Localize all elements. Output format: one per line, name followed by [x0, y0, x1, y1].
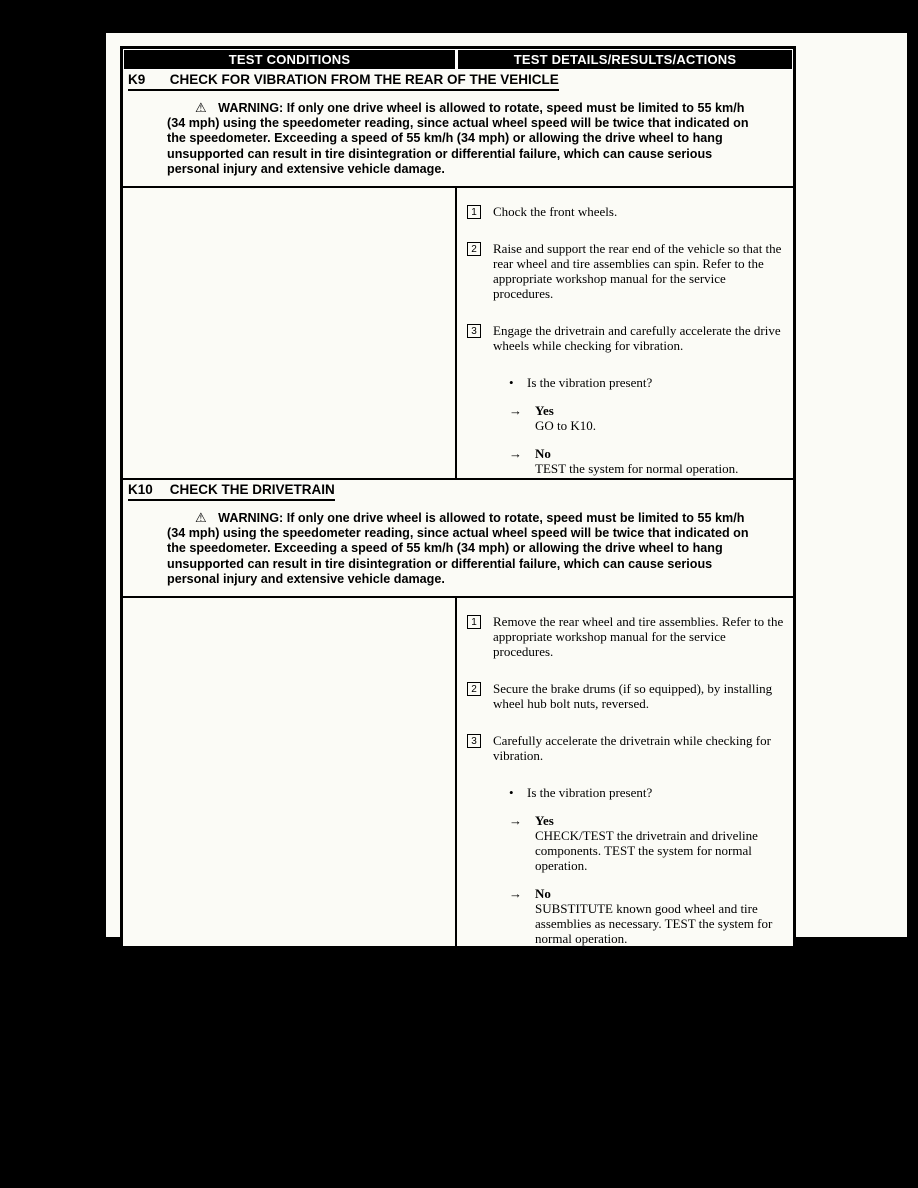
step-text: Engage the drivetrain and carefully accelerate the drive wheels while checking for vibration. [493, 323, 781, 354]
test-step [465, 733, 787, 763]
test-step [465, 241, 787, 301]
section-id: K10 [128, 482, 153, 498]
result-label: Yes [535, 813, 554, 829]
result-yes [509, 403, 787, 433]
step-number-box: 1 [467, 205, 481, 219]
result-action: CHECK/TEST the drivetrain and driveline components. TEST the system for normal operation. [535, 828, 758, 874]
result-label: Yes [535, 403, 554, 419]
section-id: K9 [128, 72, 146, 87]
result-action: GO to K10. [535, 418, 597, 434]
test-step [465, 614, 787, 659]
test-step [465, 323, 787, 353]
column-header-test-details: TEST DETAILS/RESULTS/ACTIONS [457, 49, 793, 70]
result-no [509, 886, 787, 946]
warning-block-k9 [123, 92, 793, 188]
arrow-icon: → [509, 403, 522, 419]
step-text: Carefully accelerate the drivetrain while checking for vibration. [493, 733, 771, 764]
section-title-underline [128, 482, 335, 501]
question-text: Is the vibration present? [527, 375, 653, 391]
step-number-box: 3 [467, 734, 481, 748]
table-header-row [123, 49, 793, 70]
warning-icon: ⚠ [195, 100, 207, 115]
step-number-box: 1 [467, 615, 481, 629]
section-title-underline [128, 72, 559, 91]
test-step [465, 204, 787, 219]
step-number-box: 2 [467, 682, 481, 696]
step-text: Raise and support the rear end of the vehicle so that the rear wheel and tire assemblies can spin. Refer to the appropriate workshop manual for the service procedures. [493, 241, 782, 302]
section-title: CHECK FOR VIBRATION FROM THE REAR OF THE VEHICLE [169, 72, 559, 87]
arrow-icon: → [509, 813, 522, 829]
section-title-row-k10 [123, 480, 793, 502]
test-question [509, 375, 787, 390]
step-number-box: 3 [467, 324, 481, 338]
column-header-test-conditions: TEST CONDITIONS [123, 49, 457, 70]
test-step [465, 681, 787, 711]
bullet-icon: • [509, 785, 514, 801]
test-body-row-k10 [123, 598, 793, 946]
test-question [509, 785, 787, 800]
warning-block-k10 [123, 502, 793, 598]
result-yes [509, 813, 787, 873]
result-no [509, 446, 787, 476]
step-text: Chock the front wheels. [493, 204, 618, 220]
arrow-icon: → [509, 446, 522, 462]
pinpoint-test-table [120, 46, 796, 949]
document-page [106, 33, 907, 947]
section-title: CHECK THE DRIVETRAIN [169, 482, 335, 498]
test-details-cell [457, 188, 793, 478]
step-text: Remove the rear wheel and tire assemblies. Refer to the appropriate workshop manual for the service procedures. [493, 614, 784, 660]
question-text: Is the vibration present? [527, 785, 653, 801]
test-body-row-k9 [123, 188, 793, 480]
result-action: SUBSTITUTE known good wheel and tire assemblies as necessary. TEST the system for normal operation. [535, 901, 773, 947]
test-details-cell [457, 598, 793, 946]
test-conditions-cell [123, 598, 457, 946]
warning-text: WARNING: If only one drive wheel is allowed to rotate, speed must be limited to 55 km/h (34 mph) using the speedometer reading, since actual wheel speed will be twice that indicated on the speedometer. Exceeding a speed of 55 km/h (34 mph) or allowing the drive wheel to hang unsupported can result in tire disintegration or differential failure, which can cause serious personal injury and extensive vehicle damage. [167, 511, 749, 586]
result-label: No [535, 446, 551, 462]
warning-text: WARNING: If only one drive wheel is allowed to rotate, speed must be limited to 55 km/h (34 mph) using the speedometer reading, since actual wheel speed will be twice that indicated on the speedometer. Exceeding a speed of 55 km/h (34 mph) or allowing the drive wheel to hang unsupported can result in tire disintegration or differential failure, which can cause serious personal injury and extensive vehicle damage. [167, 101, 749, 176]
section-title-row-k9 [123, 70, 793, 92]
bullet-icon: • [509, 375, 514, 391]
result-label: No [535, 886, 551, 902]
step-number-box: 2 [467, 242, 481, 256]
test-conditions-cell [123, 188, 457, 478]
warning-icon: ⚠ [195, 510, 207, 526]
arrow-icon: → [509, 886, 522, 902]
step-text: Secure the brake drums (if so equipped), by installing wheel hub bolt nuts, reversed. [493, 681, 773, 712]
result-action: TEST the system for normal operation. [535, 461, 739, 477]
